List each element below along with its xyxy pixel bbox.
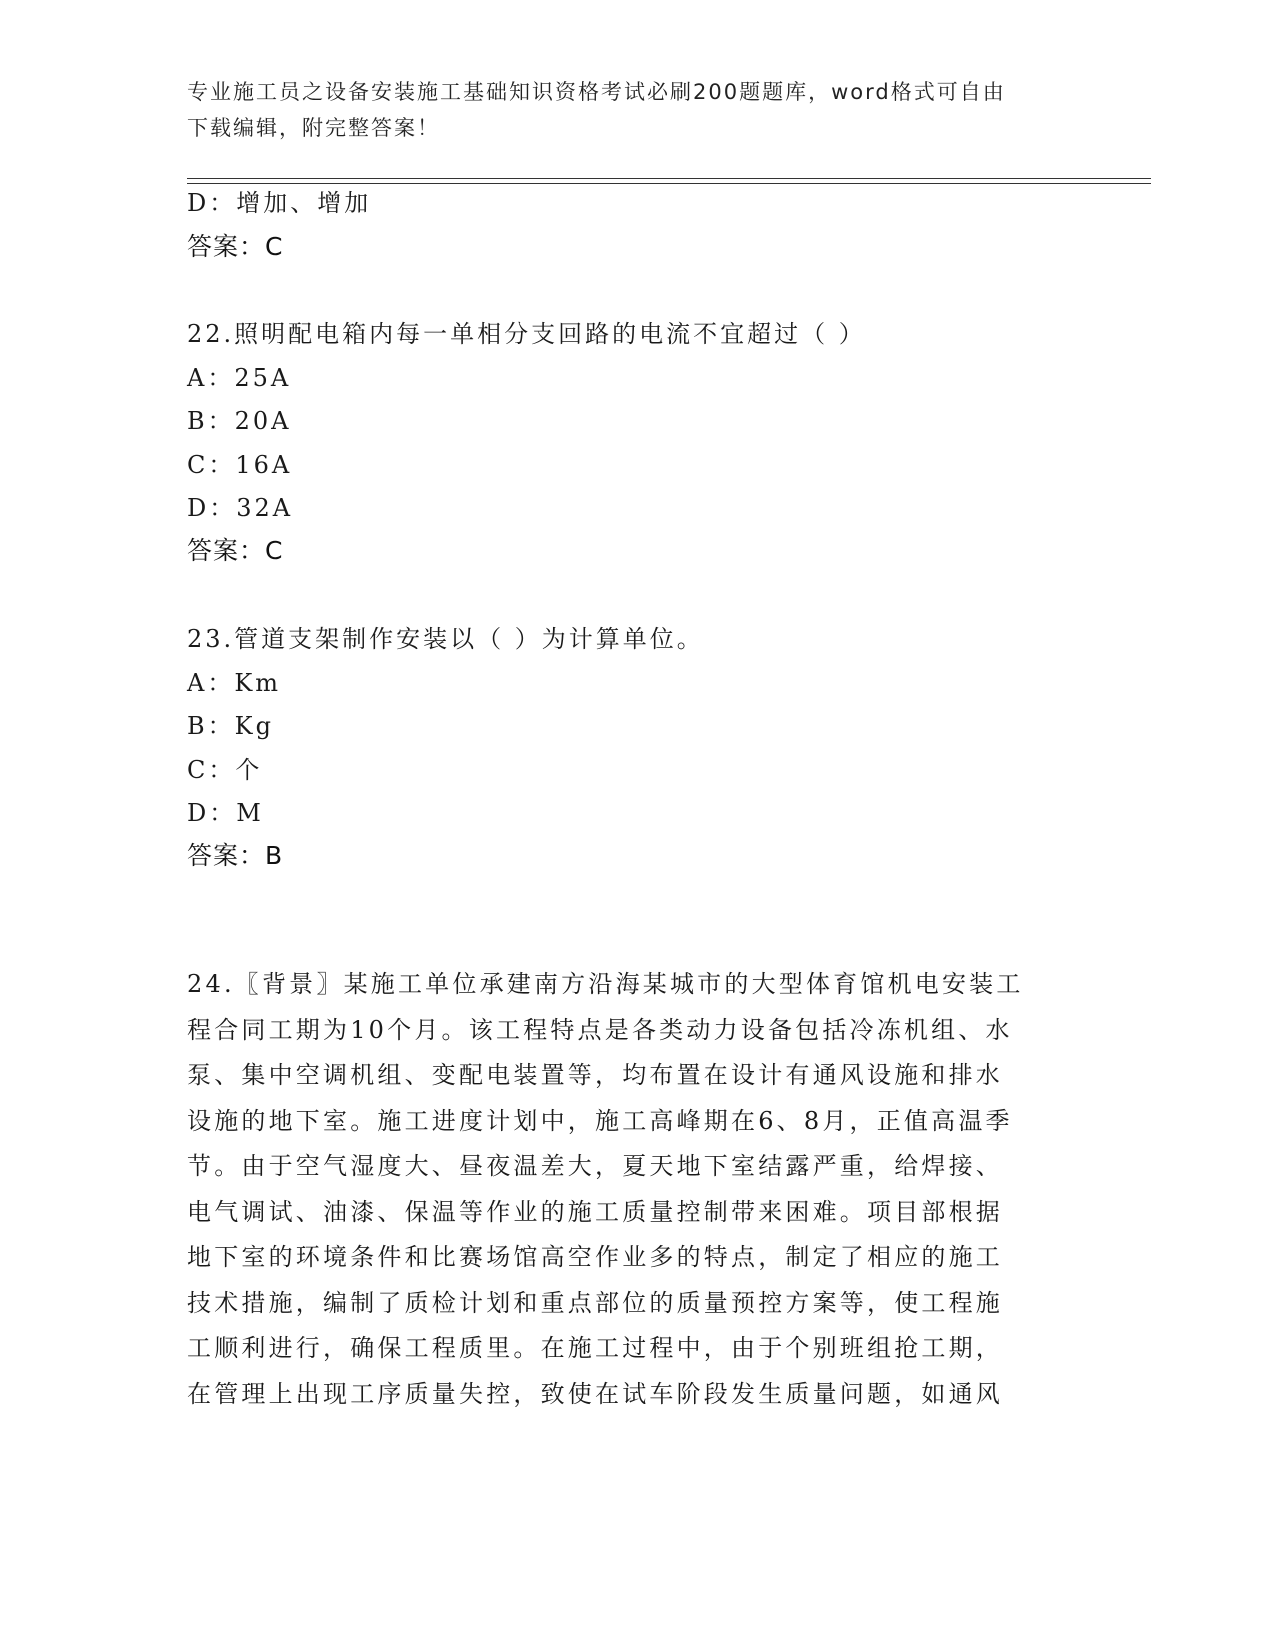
header-line-2: 下载编辑，附完整答案！ xyxy=(187,116,440,140)
q24-line: 设施的地下室。施工进度计划中，施工高峰期在6、8月，正值高温季 xyxy=(187,1106,1013,1135)
header-line-1: 专业施工员之设备安装施工基础知识资格考试必刷200题题库，word格式可自由 xyxy=(187,80,1006,104)
q23-option-a: A：Km xyxy=(187,669,282,697)
q22-question: 22.照明配电箱内每一单相分支回路的电流不宜超过（ ） xyxy=(187,320,866,348)
q24-line: 24.〖背景〗某施工单位承建南方沿海某城市的大型体育馆机电安装工 xyxy=(187,970,1024,998)
q23-option-b: B：Kg xyxy=(187,712,274,740)
q24-line: 电气调试、油漆、保温等作业的施工质量控制带来困难。项目部根据 xyxy=(187,1197,1003,1226)
q24-line: 在管理上出现工序质量失控，致使在试车阶段发生质量问题，如通风 xyxy=(187,1379,1003,1408)
q24-line: 地下室的环境条件和比赛场馆高空作业多的特点，制定了相应的施工 xyxy=(187,1243,1003,1271)
q23-option-d: D：M xyxy=(187,799,264,827)
q21-answer: 答案：C xyxy=(187,232,284,261)
q22-option-c: C：16A xyxy=(187,451,293,479)
q22-option-a: A：25A xyxy=(187,364,292,392)
q24-line: 程合同工期为10个月。该工程特点是各类动力设备包括冷冻机组、水 xyxy=(187,1015,1013,1044)
q23-question: 23.管道支架制作安装以（ ）为计算单位。 xyxy=(187,625,704,653)
q24-line: 泵、集中空调机组、变配电装置等，均布置在设计有通风设施和排水 xyxy=(187,1061,1003,1089)
q23-answer: 答案：B xyxy=(187,841,284,870)
q24-line: 工顺利进行，确保工程质里。在施工过程中，由于个别班组抢工期， xyxy=(187,1334,1003,1362)
q22-option-b: B：20A xyxy=(187,407,292,435)
q24-line: 技术措施，编制了质检计划和重点部位的质量预控方案等，使工程施 xyxy=(187,1288,1003,1317)
document-header xyxy=(187,74,1067,146)
q24-paragraph xyxy=(187,962,1087,1417)
q21-option-d: D：增加、增加 xyxy=(187,189,372,217)
q22-option-d: D：32A xyxy=(187,494,294,522)
q24-line: 节。由于空气湿度大、昼夜温差大，夏天地下室结露严重，给焊接、 xyxy=(187,1152,1003,1180)
q23-option-c: C：个 xyxy=(187,756,263,784)
q22-answer: 答案：C xyxy=(187,536,284,565)
header-divider-top xyxy=(187,178,1151,179)
header-divider-bottom xyxy=(187,183,1151,184)
